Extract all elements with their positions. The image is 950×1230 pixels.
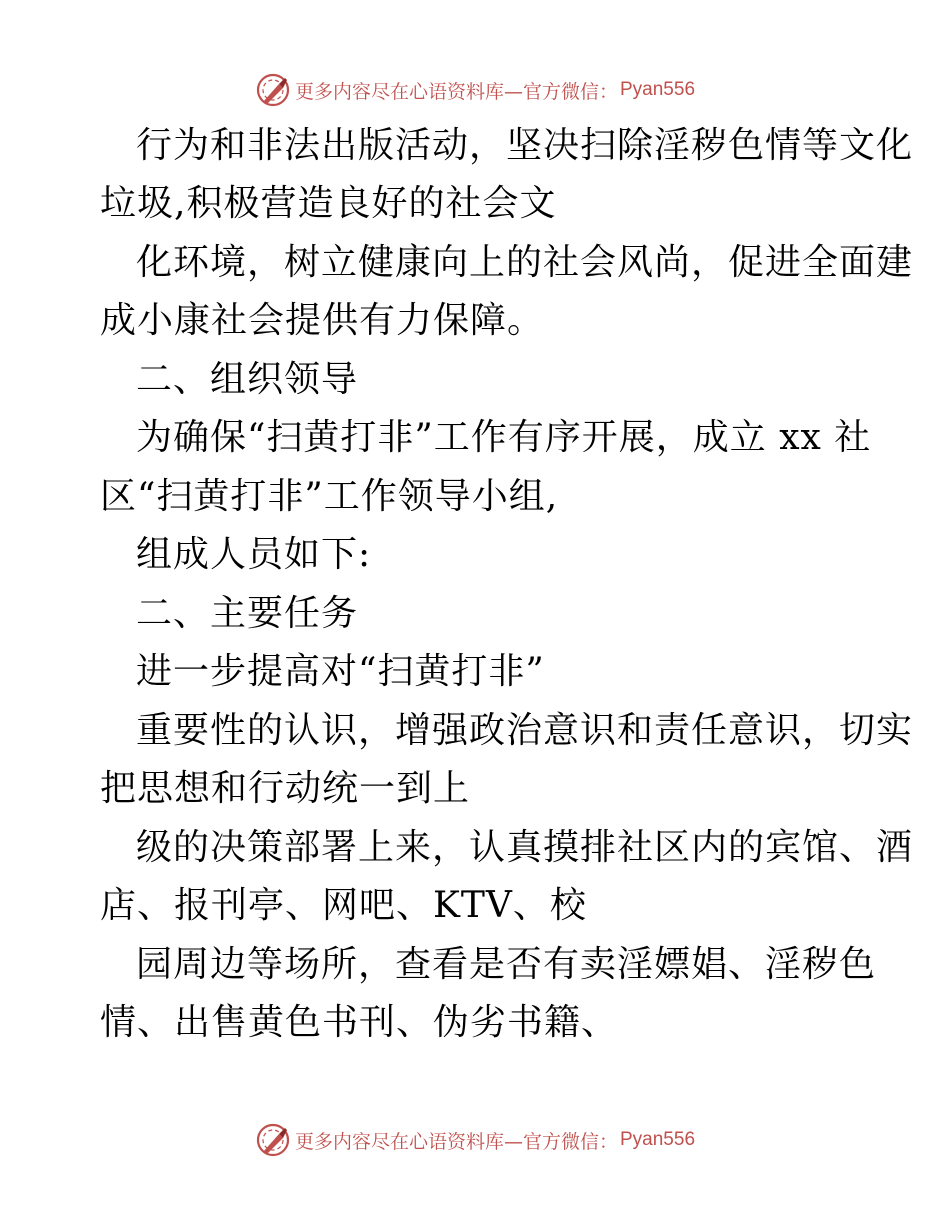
banner-account: Pyan556 [620,1129,696,1150]
banner-text: 更多内容尽在心语资料库—官方微信： [294,80,618,103]
text-line: 进一步提高对“扫黄打非” [136,651,545,692]
banner-account: Pyan556 [620,79,696,100]
footer-watermark-banner [0,1120,950,1160]
text-line: 化环境，树立健康向上的社会风尚，促进全面建 [136,242,914,283]
text-line: 情、出售黄色书刊、伪劣书籍、 [100,1002,619,1043]
text-line: 垃圾,积极营造良好的社会文 [100,183,557,224]
pen-logo-icon [255,72,291,108]
text-line: 组成人员如下: [136,534,372,575]
pen-logo-icon [255,1122,291,1158]
header-watermark-banner [0,70,950,110]
text-line: 把思想和行动统一到上 [100,768,471,809]
text-line: 店、报刊亭、网吧、KTV、校 [100,885,587,926]
text-line: 区“扫黄打非”工作领导小组, [100,476,559,517]
section-heading: 二、主要任务 [136,593,359,634]
section-heading: 二、组织领导 [136,359,359,400]
text-line: 园周边等场所，查看是否有卖淫嫖娼、淫秽色 [136,944,877,985]
text-line: 为确保“扫黄打非”工作有序开展，成立 xx 社 [136,417,872,458]
text-line: 行为和非法出版活动，坚决扫除淫秽色情等文化 [136,125,914,166]
text-line: 重要性的认识，增强政治意识和责任意识，切实 [136,710,914,751]
text-line: 成小康社会提供有力保障。 [100,300,545,341]
text-line: 级的决策部署上来，认真摸排社区内的宾馆、酒 [136,827,914,868]
banner-text: 更多内容尽在心语资料库—官方微信： [294,1130,618,1153]
